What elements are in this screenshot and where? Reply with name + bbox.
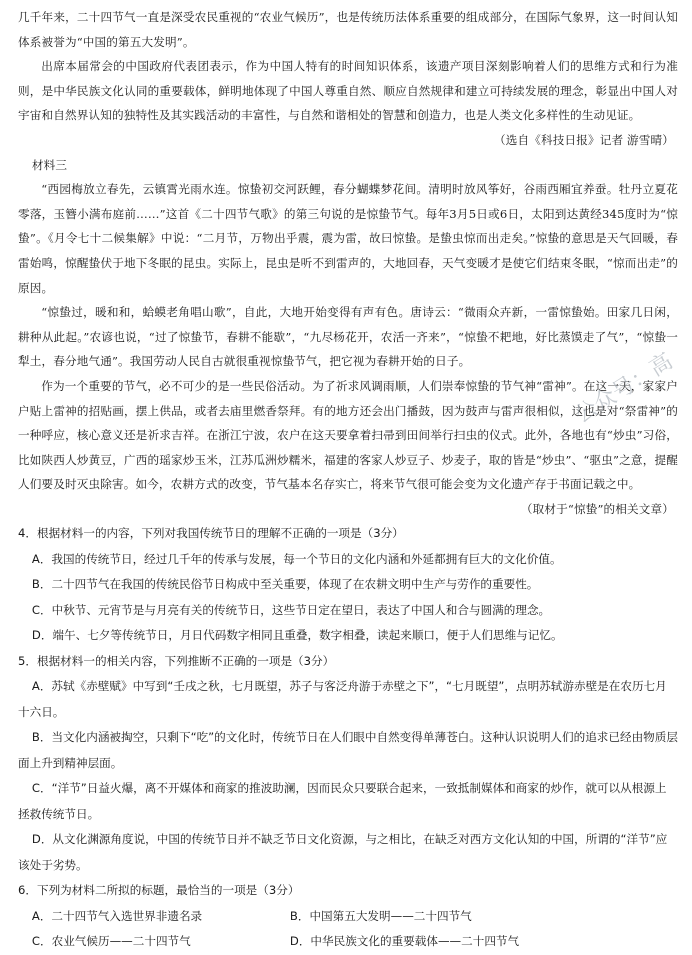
material-paragraph: 出席本届常会的中国政府代表团表示，作为中国人特有的时间知识体系，该遗产项目深刻影响着人们的思维方式和行为准则，是中华民族文化认同的重要载体，鲜明地体现了中国人尊重自然、顺应自然规律和建立可持续发展的理念，彰显出中国人对宇宙和自然界认知的独特性及其实践活动的丰富性，与自然和谐相处的智慧和创造力，也是人类文化多样性的生动见证。 — [18, 59, 678, 123]
answer-option: A．苏轼《赤壁赋》中写到“壬戌之秋，七月既望，苏子与客泛舟游于赤壁之下”，“七月既望”，点明苏轼游赤壁是在农历七月十六日。 — [18, 679, 667, 719]
answer-option: D．端午、七夕等传统节日，月日代码数字相同且重叠，数字相叠，读起来顺口，便于人们思维与记忆。 — [31, 628, 563, 643]
material-paragraph: 几千年来，二十四节气一直是深受农民重视的“农业气候历”，也是传统历法体系重要的组成部分，在国际气象界，这一时间认知体系被誉为“中国的第五大发明”。 — [18, 10, 678, 49]
answer-option: D．从文化渊源角度说，中国的传统节日并不缺乏节日文化资源，与之相比，在缺乏对西方文化认知的中国，所谓的“洋节”应该处于劣势。 — [18, 832, 668, 872]
answer-option: B．当文化内涵被掏空，只剩下“吃”的文化时，传统节日在人们眼中自然变得单薄苍白。这种认识说明人们的追求已经由物质层面上升到精神层面。 — [18, 730, 678, 770]
question-stem: 5．根据材料一的相关内容，下列推断不正确的一项是（3分） — [18, 653, 335, 668]
answer-option: C．“洋节”日益火爆，离不开媒体和商家的推波助澜，因而民众只要联合起来，一致抵制媒体和商家的炒作，就可以从根源上拯救传统节日。 — [18, 781, 667, 821]
material-paragraph: “惊蛰过，暖和和，蛤蟆老角唱山歌”，自此，大地开始变得有声有色。唐诗云：“微雨众卉新，一雷惊蛰始。田家几日闲，耕种从此起。”农谚也说，“过了惊蛰节，春耕不能歇”，“九尽杨花开，农活一齐来”，“惊蛰不耙地，好比蒸馍走了气”，“惊蛰一犁土，春分地气通”。我国劳动人民自古就很重视惊蛰节气，把它视为春耕开始的日子。 — [18, 305, 678, 369]
answer-option: B．二十四节气在我国的传统民俗节日构成中至关重要，体现了在农耕文明中生产与劳作的重要性。 — [31, 577, 539, 592]
answer-option: A．我国的传统节日，经过几千年的传承与发展，每一个节日的文化内涵和外延都拥有巨大的文化价值。 — [31, 551, 562, 566]
question-stem: 4．根据材料一的内容，下列对我国传统节日的理解不正确的一项是（3分） — [18, 526, 404, 541]
option-row — [18, 929, 678, 955]
material-source: （选自《科技日报》记者 游雪晴） — [494, 132, 674, 147]
question-stem: 6．下列为材料二所拟的标题，最恰当的一项是（3分） — [18, 883, 300, 898]
material-paragraph: 作为一个重要的节气，必不可少的是一些民俗活动。为了祈求风调雨顺，人们崇奉惊蛰的节气神“雷神”。在这一天，家家户户贴上雷神的招贴画，摆上供品，或者去庙里燃香祭拜。有的地方还会出门播鼓，因为鼓声与雷声很相似，这也是对“祭雷神”的一种呼应，核心意义还是祈求吉祥。在浙江宁波，农户在这天要拿着扫帚到田间举行扫虫的仪式。此外，各地也有“炒虫”习俗，比如陕西人炒黄豆，广西的瑶家炒玉米，江苏瓜洲炒糯米，福建的客家人炒豆子、炒麦子，取的皆是“炒虫”、“驱虫”之意，提醒人们要及时灭虫除害。如今，农耕方式的改变，节气基本名存实亡，将来节气很可能会变为文化遗产存于书面记载之中。 — [18, 378, 678, 492]
answer-option: B．中国第五大发明——二十四节气 — [289, 908, 472, 923]
answer-option: C．中秋节、元宵节是与月亮有关的传统节日，这些节日定在望日，表达了中国人和合与圆满的理念。 — [31, 602, 551, 617]
material-paragraph: “西园梅放立春先，云镇霄光雨水连。惊蛰初交河跃鲤，春分蝴蝶梦花间。清明时放风筝好，谷雨西厢宜养蚕。牡丹立夏花零落，玉簪小满布庭前……”这首《二十四节气歌》的第三句说的是惊蛰节气。每年3月5日或6日，太阳到达黄经345度时为“惊蛰”。《月令七十二候集解》中说：“二月节，万物出乎震，震为雷，故曰惊蛰。是蛰虫惊而出走矣。”惊蛰的意思是天气回暖，春雷始鸣，惊醒蛰伏于地下冬眠的昆虫。实际上，昆虫是听不到雷声的，大地回春，天气变暖才是使它们结束冬眠，“惊而出走”的原因。 — [18, 182, 678, 295]
answer-option: A．二十四节气入选世界非遗名录 — [31, 908, 203, 923]
answer-option: C．农业气候历——二十四节气 — [31, 934, 191, 949]
questions-section — [0, 521, 692, 955]
option-row — [18, 904, 678, 930]
material-heading: 材料三 — [31, 157, 68, 172]
answer-option: D．中华民族文化的重要载体——二十四节气 — [289, 934, 520, 949]
watermark: 公众号：高 — [570, 348, 678, 429]
material-source: （取材于“惊蛰”的相关文章） — [520, 501, 674, 516]
